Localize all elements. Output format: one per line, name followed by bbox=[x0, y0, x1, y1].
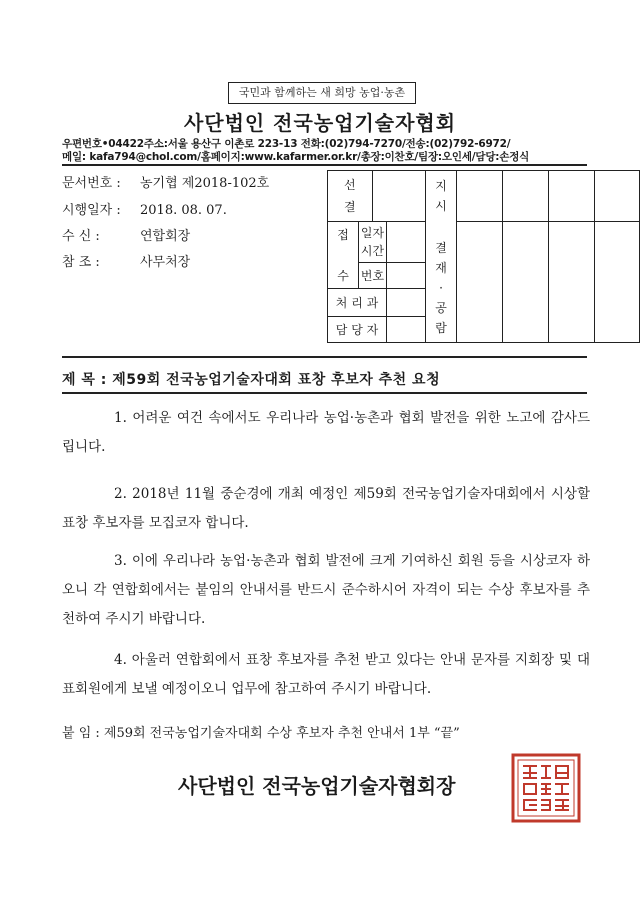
paragraph-4: 4. 아울러 연합회에서 표창 후보자를 추천 받고 있다는 안내 문자를 지회장 및 대표회원에게 보낼 예정이오니 업무에 참고하여 주시기 바랍니다. bbox=[62, 652, 590, 697]
cell-jeop-su: 접 수 bbox=[328, 222, 359, 289]
cell-processing-dept-value bbox=[387, 289, 426, 317]
cell-instruction-approval: 지 시 결 재 · 공 람 bbox=[426, 171, 457, 343]
cell-number: 번호 bbox=[359, 263, 387, 289]
subject-line: 제 목 : 제59회 전국농업기술자대회 표창 후보자 추천 요청 bbox=[62, 372, 441, 388]
official-seal-stamp bbox=[510, 752, 582, 824]
paragraph-2: 2. 2018년 11월 중순경에 개최 예정인 제59회 전국농업기술자대회에서 시상할 표창 후보자를 모집코자 합니다. bbox=[62, 486, 590, 531]
document-number-value: 농기협 제2018-102호 bbox=[140, 176, 270, 191]
header-divider bbox=[62, 164, 587, 166]
cell-instruction-value-4 bbox=[595, 171, 640, 222]
signature: 사단법인 전국농업기술자협회장 bbox=[178, 774, 456, 798]
cell-seon-gyeol-value bbox=[372, 171, 425, 222]
cell-approval-value-3 bbox=[549, 222, 595, 343]
cell-instruction-value-3 bbox=[549, 171, 595, 222]
recipient bbox=[62, 225, 190, 244]
slogan-box: 국민과 함께하는 새 희망 농업·농촌 bbox=[228, 82, 416, 104]
cell-processing-dept: 처 리 과 bbox=[328, 289, 387, 317]
organization-title: 사단법인 전국농업기술자협회 bbox=[183, 111, 457, 135]
cell-number-value bbox=[387, 263, 426, 289]
reference-value: 사무처장 bbox=[140, 255, 191, 270]
issue-date bbox=[62, 199, 227, 218]
cell-approval-value-2 bbox=[503, 222, 549, 343]
paragraph-1: 1. 어려운 여건 속에서도 우리나라 농업·농촌과 협회 발전을 위한 노고에 감사드립니다. bbox=[62, 410, 590, 455]
cell-date-time-value bbox=[387, 222, 426, 263]
cell-seon-gyeol: 선 결 bbox=[328, 171, 373, 222]
contact-line-address: 우편번호•04422주소:서울 용산구 이촌로 223-13 전화:(02)794-7270/전송:(02)792-6972/ bbox=[62, 138, 511, 150]
subject-divider bbox=[62, 392, 587, 394]
approval-table bbox=[327, 170, 640, 343]
document-number bbox=[62, 172, 269, 191]
cell-approval-value-4 bbox=[595, 222, 640, 343]
reference-label: 참 조 : bbox=[62, 255, 100, 270]
issue-date-label: 시행일자 : bbox=[62, 203, 121, 218]
recipient-value: 연합회장 bbox=[140, 229, 191, 244]
cell-approval-value-1 bbox=[457, 222, 503, 343]
cell-instruction-value-1 bbox=[457, 171, 503, 222]
reference bbox=[62, 251, 190, 270]
attachment-line: 붙 임 : 제59회 전국농업기술자대회 수상 후보자 추천 안내서 1부 “끝” bbox=[62, 726, 460, 741]
cell-person-in-charge-value bbox=[387, 317, 426, 343]
meta-divider bbox=[62, 356, 587, 358]
paragraph-3: 3. 이에 우리나라 농업·농촌과 협회 발전에 크게 기여하신 회원 등을 시상코자 하오니 각 연합회에서는 붙임의 안내서를 반드시 준수하시어 자격이 되는 수상 후보자를 추천하여 주시기 바랍니다. bbox=[62, 553, 590, 627]
cell-person-in-charge: 담 당 자 bbox=[328, 317, 387, 343]
cell-date-time: 일자 시간 bbox=[359, 222, 387, 263]
document-number-label: 문서번호 : bbox=[62, 176, 121, 191]
contact-line-email: 메일: kafa794@chol.com/홈페이지:www.kafarmer.or.kr/총장:이찬호/팀장:오인세/담당:손정식 bbox=[62, 151, 530, 163]
issue-date-value: 2018. 08. 07. bbox=[140, 203, 227, 218]
cell-instruction-value-2 bbox=[503, 171, 549, 222]
recipient-label: 수 신 : bbox=[62, 229, 100, 244]
